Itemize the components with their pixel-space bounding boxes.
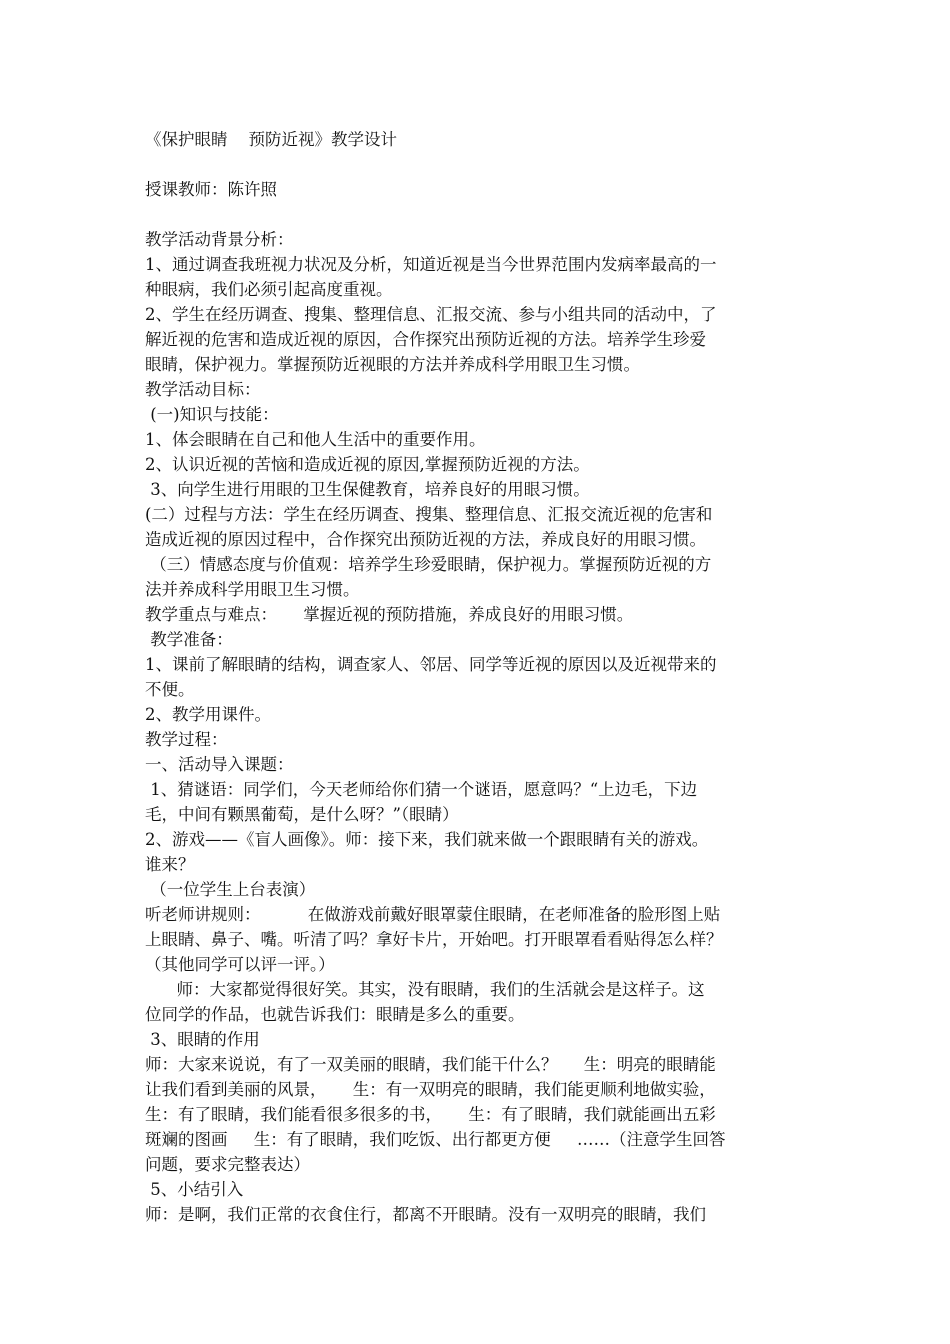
- text-line: 师：大家来说说，有了一双美丽的眼睛，我们能干什么？ 生：明亮的眼睛能: [145, 1055, 716, 1074]
- text-line: 3、向学生进行用眼的卫生保健教育，培养良好的用眼习惯。: [145, 480, 590, 499]
- text-line: 2、学生在经历调查、搜集、整理信息、汇报交流、参与小组共同的活动中，了: [145, 305, 717, 324]
- text-line: 教学活动背景分析：: [145, 230, 294, 249]
- text-line: 教学过程：: [145, 730, 228, 749]
- text-line: 问题，要求完整表达）: [145, 1155, 310, 1174]
- text-line: 位同学的作品，也就告诉我们：眼睛是多么的重要。: [145, 1005, 525, 1024]
- text-line: 5、小结引入: [145, 1180, 244, 1199]
- text-line: 教学活动目标：: [145, 380, 261, 399]
- text-line: （一位学生上台表演）: [145, 880, 316, 899]
- text-line: 师：是啊，我们正常的衣食住行，都离不开眼睛。没有一双明亮的眼睛，我们: [145, 1205, 706, 1224]
- text-line: 种眼病，我们必须引起高度重视。: [145, 280, 393, 299]
- text-line: （三）情感态度与价值观：培养学生珍爱眼睛，保护视力。掌握预防近视的方: [145, 555, 712, 574]
- text-line: 2、认识近视的苦恼和造成近视的原因,掌握预防近视的方法。: [145, 455, 590, 474]
- text-line: 2、教学用课件。: [145, 705, 271, 724]
- text-line: 谁来？: [145, 855, 195, 874]
- text-line: 上眼睛、鼻子、嘴。听清了吗？拿好卡片，开始吧。打开眼罩看看贴得怎么样？: [145, 930, 723, 949]
- teacher-line: 授课教师：陈许照: [145, 180, 277, 199]
- text-line: 不便。: [145, 680, 195, 699]
- text-line: 1、课前了解眼睛的结构，调查家人、邻居、同学等近视的原因以及近视带来的: [145, 655, 717, 674]
- text-line: 斑斓的图画 生：有了眼睛，我们吃饭、出行都更方便 ……（注意学生回答: [145, 1130, 726, 1149]
- text-line: 1、体会眼睛在自己和他人生活中的重要作用。: [145, 430, 486, 449]
- text-line: 1、猜谜语：同学们，今天老师给你们猜一个谜语，愿意吗？“上边毛，下边: [145, 780, 698, 799]
- text-line: 毛，中间有颗黑葡萄，是什么呀？”（眼睛）: [145, 805, 459, 824]
- text-line: （其他同学可以评一评。）: [145, 955, 335, 974]
- text-line: 法并养成科学用眼卫生习惯。: [145, 580, 360, 599]
- text-line: 教学重点与难点： 掌握近视的预防措施，养成良好的用眼习惯。: [145, 605, 634, 624]
- text-line: 听老师讲规则： 在做游戏前戴好眼罩蒙住眼睛，在老师准备的脸形图上贴: [145, 905, 721, 924]
- text-line: 解近视的危害和造成近视的原因，合作探究出预防近视的方法。培养学生珍爱: [145, 330, 706, 349]
- text-line: 一、活动导入课题：: [145, 755, 294, 774]
- document-title: 《保护眼睛 预防近视》教学设计: [145, 130, 397, 149]
- text-line: (二）过程与方法：学生在经历调查、搜集、整理信息、汇报交流近视的危害和: [145, 505, 713, 524]
- text-line: 造成近视的原因过程中，合作探究出预防近视的方法，养成良好的用眼习惯。: [145, 530, 706, 549]
- text-line: 师：大家都觉得很好笑。其实，没有眼睛，我们的生活就会是这样子。这: [145, 980, 705, 999]
- text-line: 生：有了眼睛，我们能看很多很多的书， 生：有了眼睛，我们就能画出五彩: [145, 1105, 716, 1124]
- text-line: 1、通过调查我班视力状况及分析，知道近视是当今世界范围内发病率最高的一: [145, 255, 717, 274]
- text-line: 2、游戏——《盲人画像》。师：接下来，我们就来做一个跟眼睛有关的游戏。: [145, 830, 709, 849]
- text-line: 教学准备：: [145, 630, 233, 649]
- text-line: 让我们看到美丽的风景， 生：有一双明亮的眼睛，我们能更顺利地做实验，: [145, 1080, 716, 1099]
- text-line: (一)知识与技能：: [145, 405, 279, 424]
- text-line: 3、眼睛的作用: [145, 1030, 260, 1049]
- text-line: 眼睛，保护视力。掌握预防近视眼的方法并养成科学用眼卫生习惯。: [145, 355, 640, 374]
